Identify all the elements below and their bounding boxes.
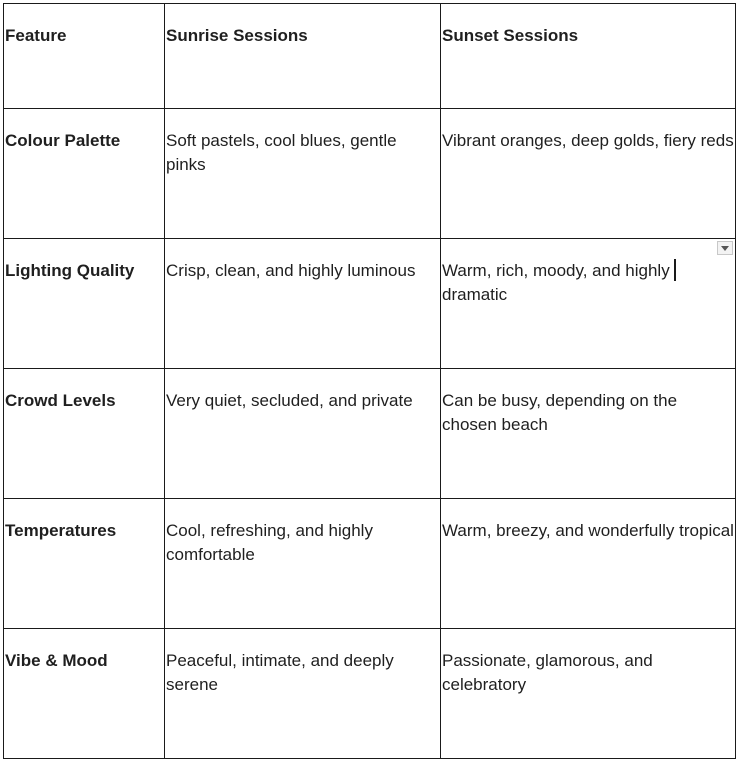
feature-cell[interactable] [4, 239, 165, 369]
cell-text: Vibrant oranges, deep golds, fiery reds [442, 131, 734, 150]
table-row [4, 239, 736, 369]
cell-text-line-2: dramatic [442, 285, 508, 304]
table-row [4, 369, 736, 499]
cell-text: Peaceful, intimate, and deeply serene [166, 651, 394, 694]
cell-text: Can be busy, depending on the chosen beach [442, 391, 678, 434]
sunrise-cell[interactable] [165, 499, 441, 629]
feature-cell[interactable] [4, 369, 165, 499]
cell-text-line-1: Warm, rich, moody, and highly [442, 261, 676, 280]
chevron-down-icon[interactable] [717, 241, 733, 255]
sunset-cell[interactable] [441, 629, 736, 759]
header-label: Feature [5, 26, 67, 45]
cell-text: Very quiet, secluded, and private [166, 391, 413, 410]
header-label: Sunset Sessions [442, 26, 579, 45]
text-cursor [674, 259, 676, 281]
sunset-cell[interactable] [441, 109, 736, 239]
sunrise-cell[interactable] [165, 109, 441, 239]
comparison-table [3, 3, 736, 759]
sunset-cell-active[interactable] [441, 239, 736, 369]
sunset-cell[interactable] [441, 499, 736, 629]
header-cell-sunrise[interactable] [165, 4, 441, 109]
cell-text: Cool, refreshing, and highly comfortable [166, 521, 373, 564]
feature-cell[interactable] [4, 109, 165, 239]
cell-text: Warm, breezy, and wonderfully tropical [442, 521, 734, 540]
triangle-shape [721, 246, 729, 251]
header-cell-sunset[interactable] [441, 4, 736, 109]
table-row [4, 109, 736, 239]
sunrise-cell[interactable] [165, 239, 441, 369]
table-row [4, 499, 736, 629]
sunrise-cell[interactable] [165, 369, 441, 499]
feature-label: Crowd Levels [5, 391, 116, 410]
comparison-table-container [3, 3, 736, 759]
feature-label: Vibe & Mood [5, 651, 108, 670]
feature-label: Temperatures [5, 521, 117, 540]
feature-cell[interactable] [4, 499, 165, 629]
cell-text: Passionate, glamorous, and celebratory [442, 651, 653, 694]
feature-cell[interactable] [4, 629, 165, 759]
table-header-row [4, 4, 736, 109]
feature-label: Colour Palette [5, 131, 121, 150]
sunset-cell[interactable] [441, 369, 736, 499]
header-cell-feature[interactable] [4, 4, 165, 109]
table-row [4, 629, 736, 759]
header-label: Sunrise Sessions [166, 26, 308, 45]
feature-label: Lighting Quality [5, 261, 135, 280]
cell-text: Crisp, clean, and highly luminous [166, 261, 416, 280]
cell-text: Soft pastels, cool blues, gentle pinks [166, 131, 397, 174]
sunrise-cell[interactable] [165, 629, 441, 759]
